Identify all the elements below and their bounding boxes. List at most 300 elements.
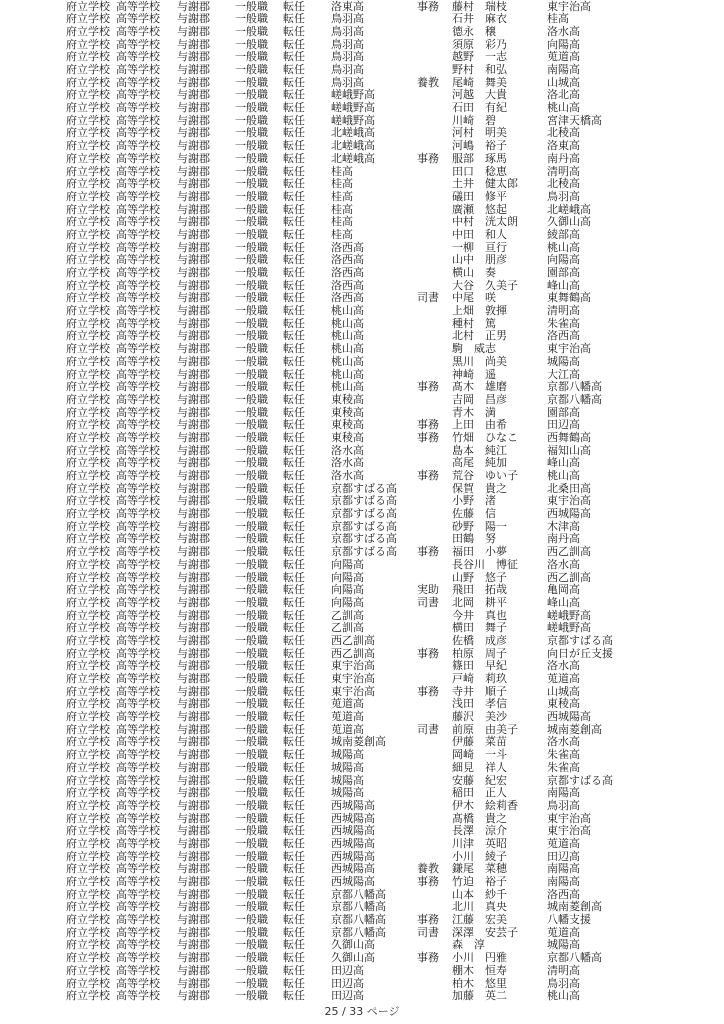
cell-school-type: 高等学校 [116,875,160,889]
cell-to-school: 東舞鶴高 [547,291,591,305]
cell-from-school: 西乙訓高 [331,633,375,647]
table-row [66,648,706,661]
table-row [66,242,706,255]
cell-district: 与謝郡 [177,570,210,584]
cell-job-class: 一般職 [235,570,268,584]
cell-category: 府立学校 [66,507,110,521]
cell-category: 府立学校 [66,342,110,356]
cell-from-school: 東稜高 [331,418,364,432]
cell-from-school: 久御山高 [331,951,375,965]
cell-to-school: 園部高 [547,266,580,280]
cell-school-type: 高等学校 [116,37,160,51]
cell-job-class: 一般職 [235,545,268,559]
cell-action: 転任 [283,532,305,546]
cell-action: 転任 [283,418,305,432]
cell-name: 上畑 敦揮 [452,304,507,318]
cell-job-class: 一般職 [235,202,268,216]
cell-job-class: 一般職 [235,633,268,647]
table-row [66,229,706,242]
cell-job-class: 一般職 [235,189,268,203]
cell-role [417,229,452,242]
cell-action: 転任 [283,456,305,470]
cell-category: 府立学校 [66,951,110,965]
cell-action: 転任 [283,37,305,51]
cell-category: 府立学校 [66,139,110,153]
cell-school-type: 高等学校 [116,253,160,267]
cell-district: 与謝郡 [177,532,210,546]
table-row [66,445,706,458]
table-row [66,952,706,965]
cell-school-type: 高等学校 [116,354,160,368]
cell-name: 長谷川 博征 [452,557,518,571]
cell-district: 与謝郡 [177,227,210,241]
cell-role [417,838,452,851]
cell-district: 与謝郡 [177,63,210,77]
cell-role [417,115,452,128]
cell-to-school: 朱雀高 [547,316,580,330]
cell-role [417,204,452,217]
table-row [66,89,706,102]
cell-school-type: 高等学校 [116,139,160,153]
cell-role [417,26,452,39]
cell-to-school: 京都すばる高 [547,773,613,787]
cell-action: 転任 [283,875,305,889]
cell-district: 与謝郡 [177,342,210,356]
cell-role [417,394,452,407]
cell-district: 与謝郡 [177,507,210,521]
cell-role [417,216,452,229]
cell-name: 寺井 順子 [452,684,507,698]
cell-school-type: 高等学校 [116,532,160,546]
cell-district: 与謝郡 [177,862,210,876]
cell-role: 事務 [417,684,439,698]
cell-name: 廣瀬 悠起 [452,202,507,216]
cell-category: 府立学校 [66,430,110,444]
cell-from-school: 西城陽高 [331,862,375,876]
cell-school-type: 高等学校 [116,63,160,77]
cell-name: 篠田 早紀 [452,659,507,673]
cell-school-type: 高等学校 [116,976,160,990]
cell-from-school: 洛水高 [331,443,364,457]
table-row [66,965,706,978]
cell-action: 転任 [283,583,305,597]
cell-job-class: 一般職 [235,392,268,406]
cell-from-school: 嵯峨野高 [331,113,375,127]
cell-district: 与謝郡 [177,951,210,965]
cell-action: 転任 [283,342,305,356]
cell-name: 礒田 修平 [452,189,507,203]
cell-action: 転任 [283,633,305,647]
cell-name: 中尾 咲 [452,291,496,305]
cell-from-school: 桂高 [331,202,353,216]
cell-school-type: 高等学校 [116,836,160,850]
cell-job-class: 一般職 [235,875,268,889]
cell-from-school: 京都すばる高 [331,545,397,559]
cell-role [417,965,452,978]
cell-to-school: 桃山高 [547,989,580,1003]
cell-job-class: 一般職 [235,113,268,127]
cell-action: 転任 [283,798,305,812]
cell-job-class: 一般職 [235,659,268,673]
cell-category: 府立学校 [66,380,110,394]
cell-name: 越野 一志 [452,50,507,64]
cell-school-type: 高等学校 [116,494,160,508]
cell-role: 事務 [417,913,439,927]
cell-district: 与謝郡 [177,380,210,394]
cell-action: 転任 [283,253,305,267]
cell-action: 転任 [283,113,305,127]
cell-from-school: 洛東高 [331,0,364,13]
cell-to-school: 洛西高 [547,887,580,901]
cell-to-school: 田辺高 [547,849,580,863]
personnel-transfer-table [66,1,706,1003]
cell-action: 転任 [283,189,305,203]
cell-category: 府立学校 [66,456,110,470]
cell-name: 青木 満 [452,405,496,419]
cell-action: 転任 [283,900,305,914]
table-row [66,901,706,914]
cell-category: 府立学校 [66,215,110,229]
cell-category: 府立学校 [66,126,110,140]
cell-to-school: 北嵯峨高 [547,202,591,216]
cell-district: 与謝郡 [177,253,210,267]
cell-district: 与謝郡 [177,88,210,102]
table-row [66,914,706,927]
cell-action: 転任 [283,887,305,901]
cell-district: 与謝郡 [177,113,210,127]
cell-from-school: 東稜高 [331,430,364,444]
table-row [66,889,706,902]
cell-name: 服部 琢馬 [452,151,507,165]
cell-name: 河村 明美 [452,126,507,140]
cell-district: 与謝郡 [177,101,210,115]
cell-job-class: 一般職 [235,913,268,927]
cell-name: 小野 渚 [452,494,496,508]
cell-category: 府立学校 [66,659,110,673]
cell-action: 転任 [283,0,305,13]
table-row [66,775,706,788]
cell-name: 黒川 尚美 [452,354,507,368]
cell-school-type: 高等学校 [116,621,160,635]
cell-name: 柏木 悠里 [452,976,507,990]
cell-role [417,698,452,711]
cell-to-school: 田辺高 [547,418,580,432]
cell-job-class: 一般職 [235,456,268,470]
table-row [66,64,706,77]
table-row [66,102,706,115]
cell-from-school: 京都八幡高 [331,887,386,901]
table-row [66,280,706,293]
cell-from-school: 桃山高 [331,354,364,368]
cell-action: 転任 [283,469,305,483]
cell-action: 転任 [283,595,305,609]
cell-action: 転任 [283,126,305,140]
cell-district: 与謝郡 [177,240,210,254]
table-row [66,432,706,445]
cell-category: 府立学校 [66,633,110,647]
table-row [66,394,706,407]
cell-school-type: 高等学校 [116,380,160,394]
cell-to-school: 朱雀高 [547,748,580,762]
cell-job-class: 一般職 [235,697,268,711]
cell-district: 与謝郡 [177,151,210,165]
cell-from-school: 向陽高 [331,595,364,609]
cell-from-school: 久御山高 [331,938,375,952]
cell-category: 府立学校 [66,240,110,254]
cell-category: 府立学校 [66,227,110,241]
cell-to-school: 京都八幡高 [547,380,602,394]
table-row [66,51,706,64]
cell-district: 与謝郡 [177,469,210,483]
cell-category: 府立学校 [66,278,110,292]
cell-category: 府立学校 [66,494,110,508]
table-row [66,191,706,204]
table-row [66,127,706,140]
table-row [66,457,706,470]
table-row [66,305,706,318]
cell-role [417,445,452,458]
cell-job-class: 一般職 [235,684,268,698]
cell-district: 与謝郡 [177,494,210,508]
cell-name: 稲田 正人 [452,786,507,800]
cell-category: 府立学校 [66,367,110,381]
cell-district: 与謝郡 [177,798,210,812]
cell-district: 与謝郡 [177,900,210,914]
cell-to-school: 嵯峨野高 [547,608,591,622]
cell-school-type: 高等学校 [116,811,160,825]
cell-category: 府立学校 [66,773,110,787]
cell-category: 府立学校 [66,481,110,495]
cell-role: 事務 [417,151,439,165]
cell-school-type: 高等学校 [116,469,160,483]
cell-to-school: 向日が丘支援 [547,646,613,660]
cell-role [417,51,452,64]
cell-name: 一柳 亘行 [452,240,507,254]
cell-district: 与謝郡 [177,875,210,889]
cell-to-school: 西舞鶴高 [547,430,591,444]
cell-school-type: 高等学校 [116,329,160,343]
cell-category: 府立学校 [66,621,110,635]
cell-to-school: 南陽高 [547,786,580,800]
cell-job-class: 一般職 [235,342,268,356]
cell-category: 府立学校 [66,164,110,178]
cell-from-school: 洛西高 [331,253,364,267]
table-row [66,813,706,826]
cell-to-school: 洛東高 [547,139,580,153]
cell-district: 与謝郡 [177,0,210,13]
cell-role [417,775,452,788]
cell-district: 与謝郡 [177,963,210,977]
cell-name: 飛田 拓哉 [452,583,507,597]
cell-category: 府立学校 [66,798,110,812]
cell-school-type: 高等学校 [116,735,160,749]
cell-name: 北川 真央 [452,900,507,914]
cell-district: 与謝郡 [177,367,210,381]
table-row [66,927,706,940]
cell-name: 江藤 宏美 [452,913,507,927]
cell-district: 与謝郡 [177,722,210,736]
cell-action: 転任 [283,215,305,229]
cell-job-class: 一般職 [235,735,268,749]
cell-name: 荒谷 ゆい子 [452,469,518,483]
cell-to-school: 鳥羽高 [547,798,580,812]
cell-name: 吉岡 昌彦 [452,392,507,406]
cell-from-school: 田辺高 [331,989,364,1003]
cell-role: 事務 [417,418,439,432]
cell-job-class: 一般職 [235,976,268,990]
cell-name: 川津 英昭 [452,836,507,850]
cell-district: 与謝郡 [177,50,210,64]
cell-category: 府立学校 [66,266,110,280]
cell-to-school: 洛西高 [547,329,580,343]
cell-school-type: 高等学校 [116,710,160,724]
cell-district: 与謝郡 [177,443,210,457]
cell-district: 与謝郡 [177,329,210,343]
cell-district: 与謝郡 [177,545,210,559]
cell-job-class: 一般職 [235,900,268,914]
cell-from-school: 洛西高 [331,278,364,292]
cell-action: 転任 [283,329,305,343]
cell-action: 転任 [283,811,305,825]
cell-name: 森 淳 [452,938,485,952]
cell-name: 高尾 純加 [452,456,507,470]
table-row [66,204,706,217]
cell-role: 事務 [417,380,439,394]
cell-role [417,242,452,255]
cell-to-school: 東宇治高 [547,342,591,356]
cell-school-type: 高等学校 [116,164,160,178]
cell-category: 府立学校 [66,37,110,51]
cell-name: 岡崎 一斗 [452,748,507,762]
table-row [66,863,706,876]
cell-action: 転任 [283,722,305,736]
cell-role [417,89,452,102]
cell-role [417,191,452,204]
cell-to-school: 清明高 [547,164,580,178]
cell-to-school: 桃山高 [547,469,580,483]
cell-from-school: 西城陽高 [331,798,375,812]
cell-role: 事務 [417,469,439,483]
cell-name: 小川 綾子 [452,849,507,863]
cell-school-type: 高等学校 [116,760,160,774]
cell-action: 転任 [283,684,305,698]
cell-category: 府立学校 [66,101,110,115]
cell-to-school: 城陽高 [547,938,580,952]
cell-role: 養教 [417,75,439,89]
cell-job-class: 一般職 [235,557,268,571]
cell-job-class: 一般職 [235,418,268,432]
cell-district: 与謝郡 [177,456,210,470]
cell-district: 与謝郡 [177,976,210,990]
cell-to-school: 南丹高 [547,151,580,165]
cell-action: 転任 [283,494,305,508]
cell-category: 府立学校 [66,0,110,13]
cell-school-type: 高等学校 [116,126,160,140]
cell-role: 司書 [417,722,439,736]
cell-category: 府立学校 [66,672,110,686]
cell-action: 転任 [283,151,305,165]
cell-school-type: 高等学校 [116,367,160,381]
table-row [66,876,706,889]
cell-school-type: 高等学校 [116,887,160,901]
cell-role: 実助 [417,583,439,597]
cell-from-school: 鳥羽高 [331,50,364,64]
cell-school-type: 高等学校 [116,481,160,495]
cell-to-school: 洛水高 [547,735,580,749]
cell-action: 転任 [283,621,305,635]
cell-action: 転任 [283,50,305,64]
cell-to-school: 西城陽高 [547,710,591,724]
cell-district: 与謝郡 [177,849,210,863]
table-row [66,26,706,39]
cell-category: 府立学校 [66,925,110,939]
cell-from-school: 西城陽高 [331,836,375,850]
cell-name: 大谷 久美子 [452,278,518,292]
cell-action: 転任 [283,925,305,939]
cell-from-school: 西城陽高 [331,875,375,889]
cell-name: 伊木 絵莉香 [452,798,518,812]
cell-district: 与謝郡 [177,836,210,850]
cell-role: 司書 [417,595,439,609]
cell-action: 転任 [283,392,305,406]
cell-from-school: 桂高 [331,189,353,203]
cell-district: 与謝郡 [177,418,210,432]
cell-job-class: 一般職 [235,139,268,153]
cell-role [417,610,452,623]
cell-category: 府立学校 [66,849,110,863]
cell-job-class: 一般職 [235,963,268,977]
cell-to-school: 福知山高 [547,443,591,457]
table-row [66,267,706,280]
cell-to-school: 京都すばる高 [547,633,613,647]
cell-to-school: 園部高 [547,405,580,419]
cell-action: 転任 [283,88,305,102]
cell-from-school: 田辺高 [331,976,364,990]
cell-role [417,521,452,534]
cell-to-school: 久御山高 [547,215,591,229]
cell-district: 与謝郡 [177,887,210,901]
cell-category: 府立学校 [66,646,110,660]
cell-job-class: 一般職 [235,50,268,64]
table-row [66,254,706,267]
cell-school-type: 高等学校 [116,849,160,863]
cell-school-type: 高等学校 [116,342,160,356]
cell-name: 中田 和人 [452,227,507,241]
cell-district: 与謝郡 [177,392,210,406]
cell-district: 与謝郡 [177,659,210,673]
cell-school-type: 高等学校 [116,75,160,89]
cell-role: 事務 [417,0,439,13]
table-row [66,115,706,128]
cell-to-school: 洛北高 [547,88,580,102]
cell-from-school: 東宇治高 [331,684,375,698]
cell-job-class: 一般職 [235,37,268,51]
cell-category: 府立学校 [66,583,110,597]
table-row [66,978,706,991]
cell-district: 与謝郡 [177,710,210,724]
table-row [66,470,706,483]
cell-from-school: 洛西高 [331,266,364,280]
cell-action: 転任 [283,963,305,977]
cell-action: 転任 [283,697,305,711]
table-row [66,1,706,14]
cell-school-type: 高等学校 [116,304,160,318]
cell-role [417,749,452,762]
cell-from-school: 東稜高 [331,405,364,419]
cell-district: 与謝郡 [177,177,210,191]
cell-district: 与謝郡 [177,519,210,533]
cell-school-type: 高等学校 [116,595,160,609]
